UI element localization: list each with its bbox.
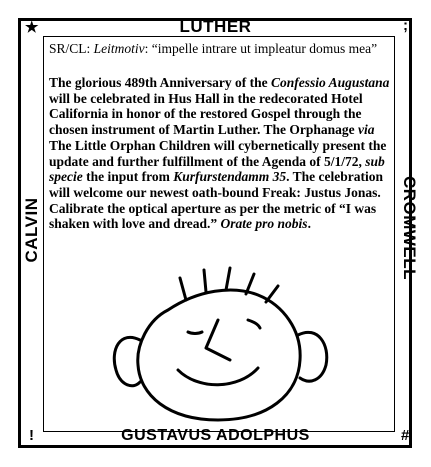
star-corner-icon: ★ [25, 19, 39, 36]
body-text-2: will be celebrated in Hus Hall in the redecorated Hotel California in honor of the restored Gospel through the chosen instrument of Martin Luther. The Orphanage [49, 90, 363, 138]
hash-corner-mark: # [401, 427, 410, 444]
leitmotiv-colon: : [144, 41, 152, 56]
leitmotiv-label: Leitmotiv [93, 41, 145, 56]
body-text-1: The glorious 489th Anniversary of the [49, 75, 272, 90]
smiley-face-icon [108, 250, 333, 425]
leitmotiv-prefix: SR/CL: [49, 41, 94, 56]
body-text-3: The Little Orphan Children will cybernetically present the update and further fulfillment of the Agenda of 5/1/72, [49, 137, 387, 169]
leitmotiv-quote: “impelle intrare ut impleatur domus mea” [151, 41, 378, 56]
leitmotiv-line [49, 41, 389, 57]
semicolon-corner-mark: ; [403, 17, 408, 34]
exclamation-corner-mark: ! [29, 427, 34, 444]
bottom-label: GUSTAVUS ADOLPHUS [121, 427, 310, 444]
body-text-5: . The celebration will welcome our newest oath-bound Freak: Justus Jonas. Calibrate the optical aperture as per the metric of “I was shaken with love and dread.” [49, 169, 384, 232]
body-italic-2: via [358, 122, 375, 138]
body-italic-5: Orate pro nobis [220, 216, 308, 232]
right-label: CROMWELL [400, 175, 419, 281]
body-italic-3: sub specie [49, 153, 385, 185]
body-italic-4: Kurfurstendamm 35 [173, 169, 287, 185]
body-text-4: the input from [82, 169, 174, 185]
top-label: LUTHER [179, 17, 252, 36]
left-label: CALVIN [22, 197, 41, 263]
body-italic-1: Confessio Augustana [271, 75, 390, 90]
body-paragraph [49, 75, 391, 232]
body-text-6: . [307, 216, 311, 232]
